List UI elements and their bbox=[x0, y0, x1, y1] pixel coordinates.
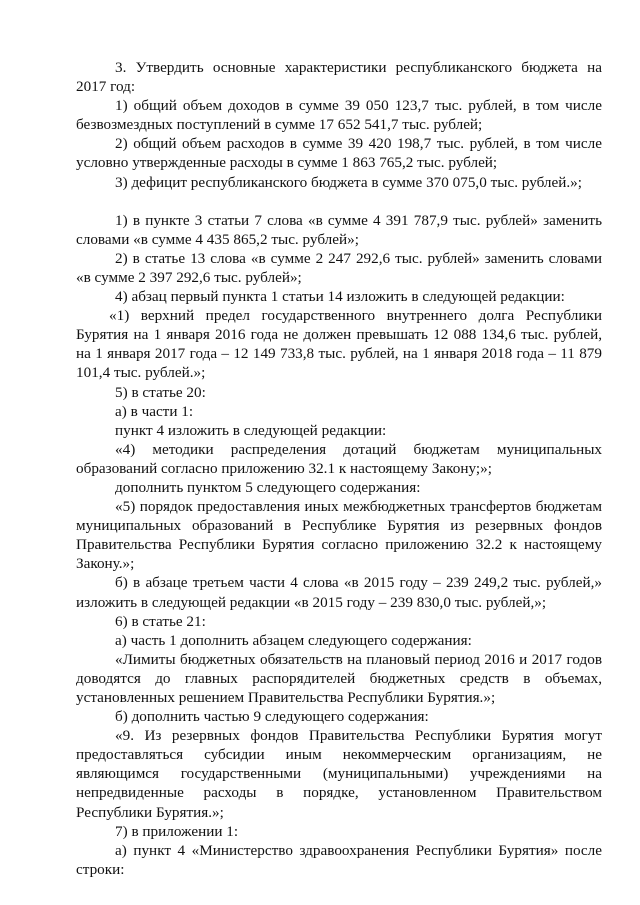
paragraph-article-20-part-1: а) в части 1: bbox=[115, 402, 194, 420]
paragraph-total-revenue: 1) общий объем доходов в сумме 39 050 123,7 тыс. рублей, в том числе безвозмездных поступлений в сумме 17 652 541,7 тыс. рублей; bbox=[76, 97, 602, 134]
paragraph-appendix-1: 7) в приложении 1: bbox=[115, 822, 239, 840]
paragraph-part-4-amendment: б) в абзаце третьем части 4 слова «в 2015 году – 239 249,2 тыс. рублей,» изложить в следующей редакции «в 2015 году – 239 830,0 тыс. рублей,»; bbox=[76, 574, 602, 611]
paragraph-budget-deficit: 3) дефицит республиканского бюджета в сумме 370 075,0 тыс. рублей.»; bbox=[115, 173, 582, 191]
paragraph-add-item-5: дополнить пунктом 5 следующего содержания: bbox=[115, 478, 421, 496]
paragraph-total-expenditure: 2) общий объем расходов в сумме 39 420 198,7 тыс. рублей, в том числе условно утвержденные расходы в сумме 1 863 765,2 тыс. рублей; bbox=[76, 135, 602, 172]
paragraph-article-21: 6) в статье 21: bbox=[115, 612, 206, 630]
paragraph-interbudget-transfers: «5) порядок предоставления иных межбюджетных трансфертов бюджетам муниципальных образований в Республике Бурятия из резервных фондов Правительства Республики Бурятия согласно приложению 32.2 к настоящему Закону.»; bbox=[76, 498, 602, 573]
paragraph-article-20: 5) в статье 20: bbox=[115, 383, 206, 401]
paragraph-subsidy-methodology: «4) методики распределения дотаций бюджетам муниципальных образований согласно приложению 32.1 к настоящему Закону;»; bbox=[76, 440, 602, 477]
paragraph-budget-limits: «Лимиты бюджетных обязательств на плановый период 2016 и 2017 годов доводятся до главных распорядителей бюджетных средств в объемах, установленных решением Правительства Республики Бурятия.»; bbox=[76, 650, 602, 706]
paragraph-item-4-new-wording: пункт 4 изложить в следующей редакции: bbox=[115, 421, 387, 439]
paragraph-article-14-amendment: 4) абзац первый пункта 1 статьи 14 изложить в следующей редакции: bbox=[115, 288, 565, 306]
paragraph-approve-2017-budget: 3. Утвердить основные характеристики республиканского бюджета на 2017 год: bbox=[76, 59, 602, 96]
paragraph-article-21-part-1: а) часть 1 дополнить абзацем следующего содержания: bbox=[115, 631, 472, 649]
paragraph-article-13-amendment: 2) в статье 13 слова «в сумме 2 247 292,6 тыс. рублей» заменить словами «в сумме 2 397 292,6 тыс. рублей»; bbox=[76, 249, 602, 286]
paragraph-reserve-funds-subsidies: «9. Из резервных фондов Правительства Республики Бурятия могут предоставляться субсидии иным некоммерческим организациям, не являющимся государственными (муниципальными) учреждениями на непредвиденные расходы в порядке, установленном Правительством Республики Бурятия.»; bbox=[76, 727, 602, 821]
paragraph-article-7-amendment: 1) в пункте 3 статьи 7 слова «в сумме 4 391 787,9 тыс. рублей» заменить словами «в сумме 4 435 865,2 тыс. рублей»; bbox=[76, 211, 602, 248]
paragraph-add-part-9: б) дополнить частью 9 следующего содержания: bbox=[115, 708, 429, 726]
document-page bbox=[76, 58, 602, 879]
paragraph-debt-limit: «1) верхний предел государственного внутреннего долга Республики Бурятия на 1 января 2016 года не должен превышать 12 088 134,6 тыс. рублей, на 1 января 2017 года – 12 149 733,8 тыс. рублей, на 1 января 2018 года – 11 879 101,4 тыс. рублей.»; bbox=[76, 307, 602, 382]
paragraph-health-ministry-item: а) пункт 4 «Министерство здравоохранения Республики Бурятия» после строки: bbox=[76, 841, 602, 878]
